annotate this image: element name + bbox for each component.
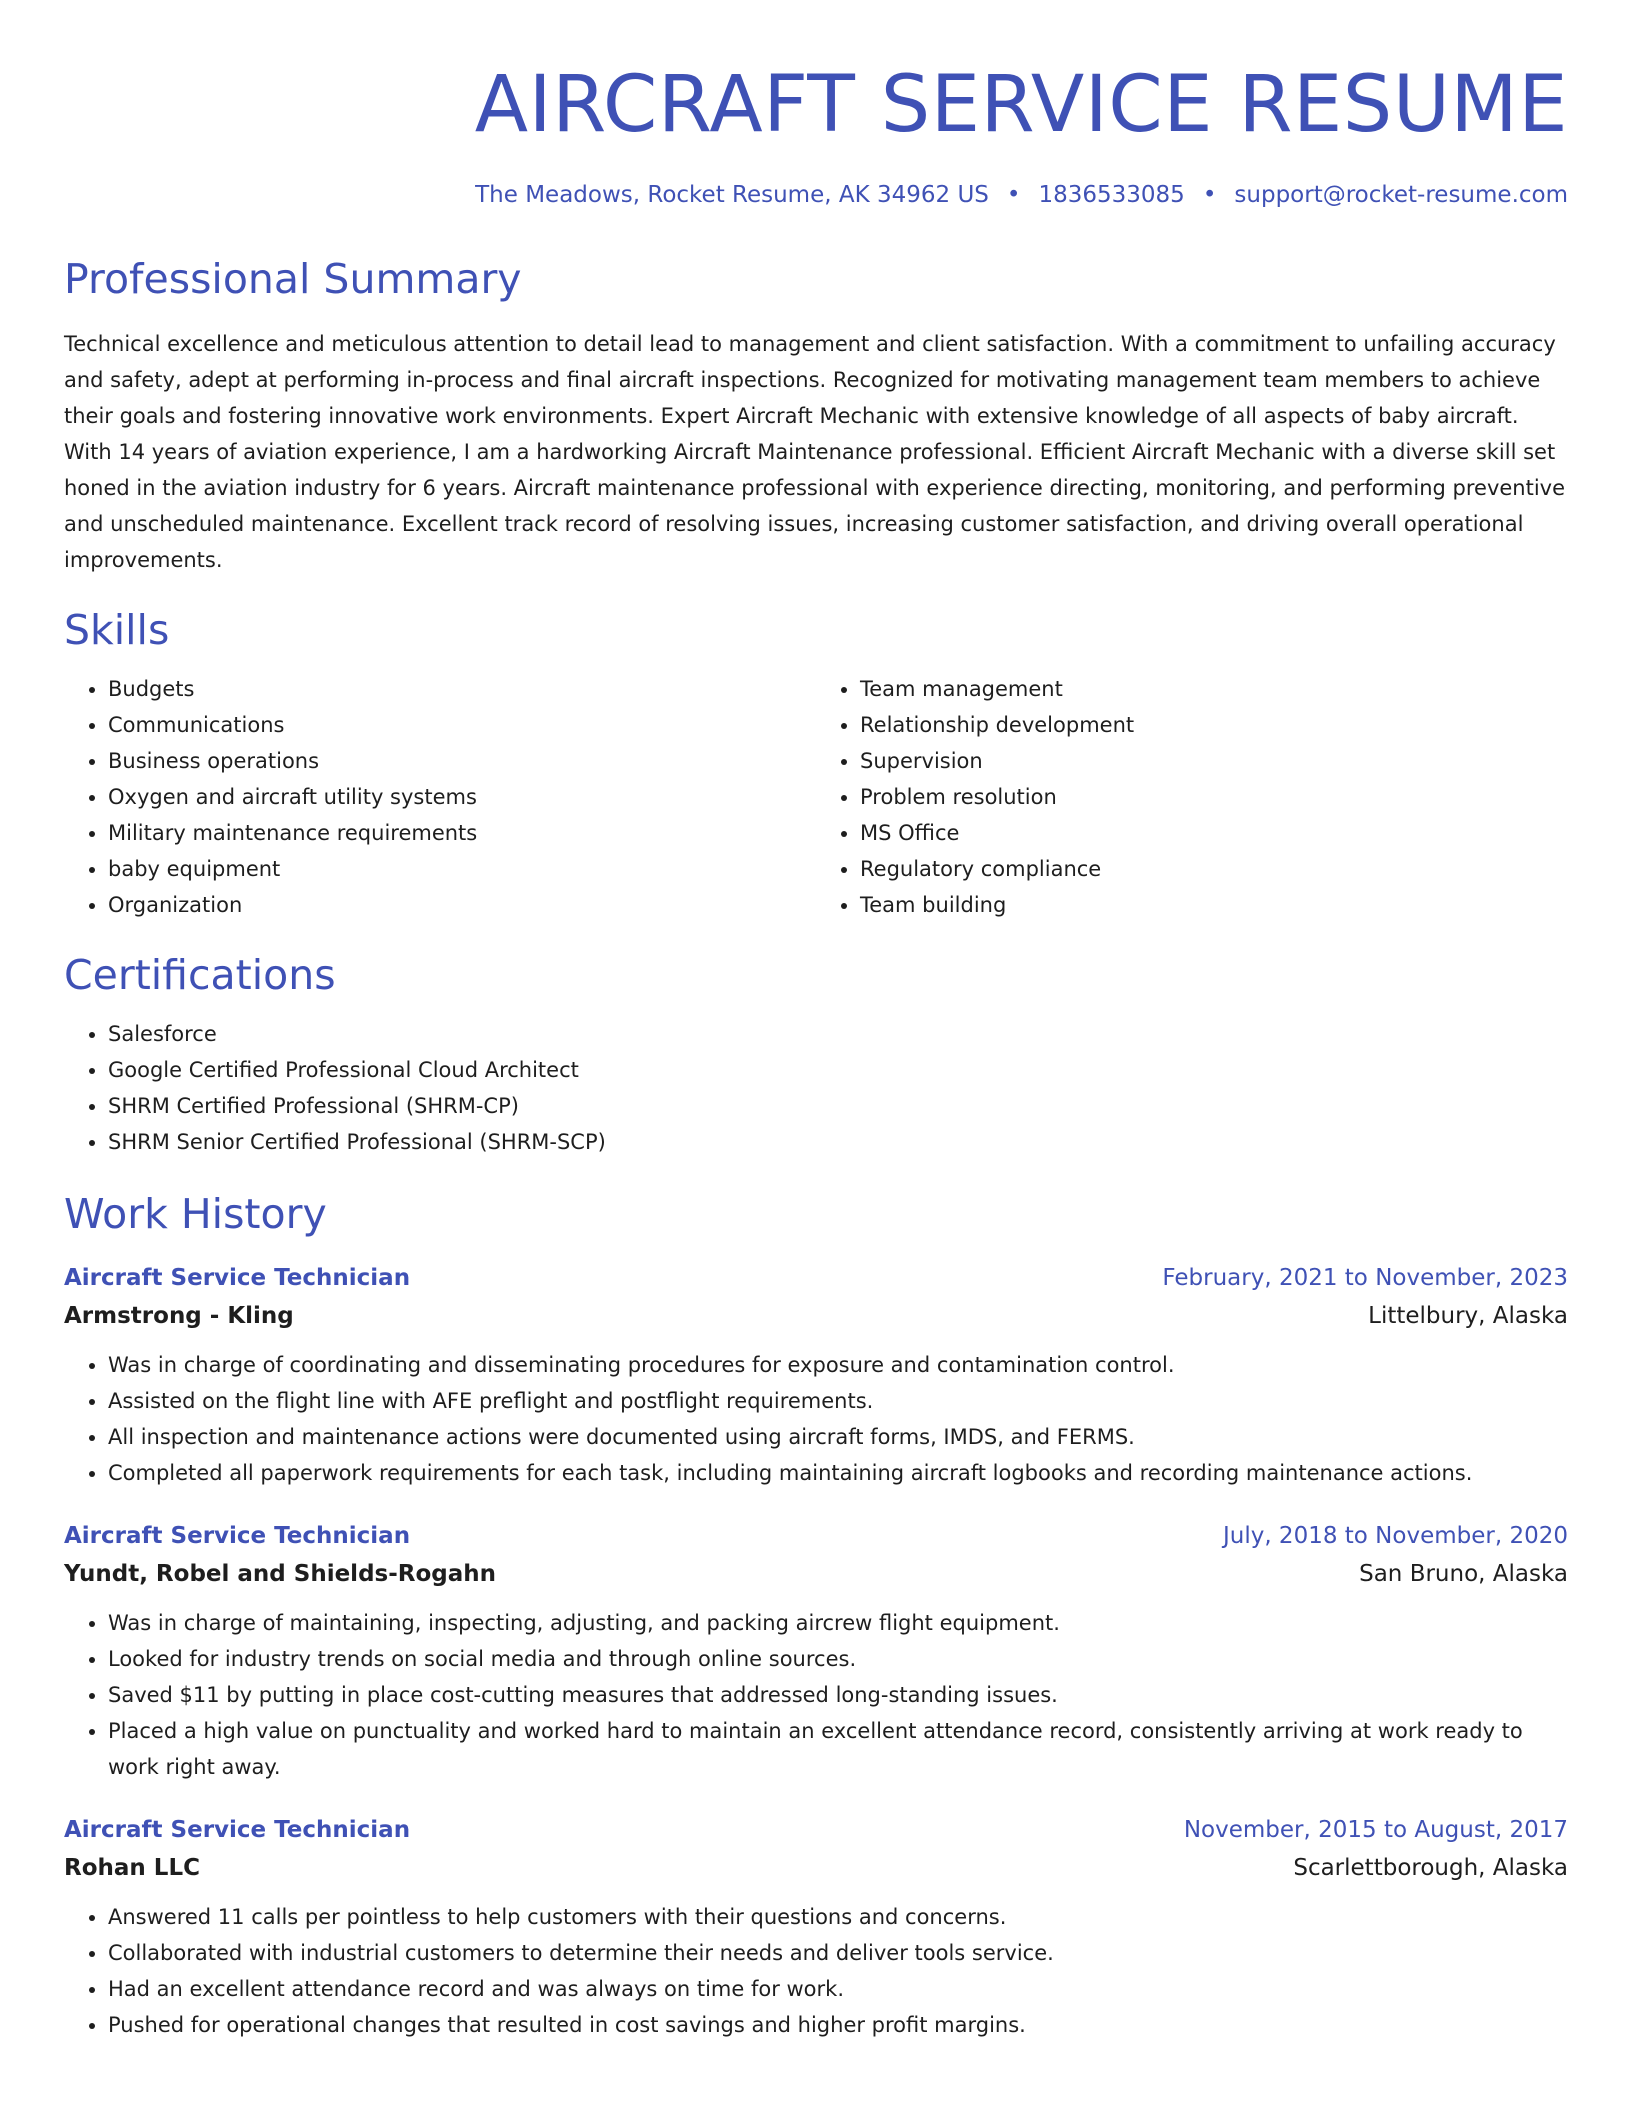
certification-item: • SHRM Senior Certified Professional (SHRM-SCP): [108, 1124, 1568, 1160]
job-bullet: • Pushed for operational changes that resulted in cost savings and higher profit margins.: [108, 2007, 1568, 2043]
job-entry: [64, 1811, 1568, 2043]
skill-item: • Oxygen and aircraft utility systems: [108, 779, 816, 815]
job-bullet: • Was in charge of coordinating and disseminating procedures for exposure and contamination control.: [108, 1347, 1568, 1383]
skills-column-right: [816, 671, 1568, 923]
job-location: Scarlettborough, Alaska: [1293, 1855, 1568, 1881]
contact-address: The Meadows, Rocket Resume, AK 34962 US: [475, 182, 989, 208]
job-title: Aircraft Service Technician: [64, 1523, 411, 1549]
job-title: Aircraft Service Technician: [64, 1265, 411, 1291]
job-company: Armstrong - Kling: [64, 1303, 294, 1329]
contact-separator: •: [1006, 182, 1021, 208]
certification-item: • Google Certified Professional Cloud Architect: [108, 1052, 1568, 1088]
job-title: Aircraft Service Technician: [64, 1817, 411, 1843]
skill-item: • Team management: [860, 671, 1568, 707]
job-bullets: [64, 1347, 1568, 1491]
job-dates: July, 2018 to November, 2020: [1222, 1523, 1568, 1549]
job-dates: November, 2015 to August, 2017: [1183, 1817, 1568, 1843]
skill-item: • Organization: [108, 887, 816, 923]
job-location: Littelbury, Alaska: [1368, 1303, 1568, 1329]
certifications-heading: Certifications: [64, 951, 336, 999]
certification-item: • Salesforce: [108, 1016, 1568, 1052]
job-bullets: [64, 1605, 1568, 1785]
skill-item: • Business operations: [108, 743, 816, 779]
job-bullet: • Saved $11 by putting in place cost-cutting measures that addressed long-standing issues.: [108, 1677, 1568, 1713]
skill-item: • Relationship development: [860, 707, 1568, 743]
skills-column-left: [64, 671, 816, 923]
certification-item: • SHRM Certified Professional (SHRM-CP): [108, 1088, 1568, 1124]
job-bullet: • All inspection and maintenance actions were documented using aircraft forms, IMDS, and FERMS.: [108, 1419, 1568, 1455]
skill-item: • Regulatory compliance: [860, 851, 1568, 887]
job-company: Yundt, Robel and Shields-Rogahn: [64, 1561, 497, 1587]
job-dates: February, 2021 to November, 2023: [1162, 1265, 1568, 1291]
job-bullet: • Placed a high value on punctuality and worked hard to maintain an excellent attendance record, consistently arriving at work ready to work right away.: [108, 1713, 1568, 1785]
job-bullet: • Assisted on the flight line with AFE preflight and postflight requirements.: [108, 1383, 1568, 1419]
job-entry: [64, 1517, 1568, 1785]
job-bullets: [64, 1899, 1568, 2043]
job-company: Rohan LLC: [64, 1855, 200, 1881]
skill-item: • Communications: [108, 707, 816, 743]
skill-item: • MS Office: [860, 815, 1568, 851]
contact-line: [64, 184, 1568, 207]
skills-list: [64, 671, 1568, 923]
summary-text: Technical excellence and meticulous attention to detail lead to management and client satisfaction. With a commitment to unfailing accuracy and safety, adept at performing in-process and final aircraft inspections. Recognized for motivating management team members to achieve their goals and fostering innovative work environments. Expert Aircraft Mechanic with extensive knowledge of all aspects of baby aircraft. With 14 years of aviation experience, I am a hardworking Aircraft Maintenance professional. Efficient Aircraft Mechanic with a diverse skill set honed in the aviation industry for 6 years. Aircraft maintenance professional with experience directing, monitoring, and performing preventive and unscheduled maintenance. Excellent track record of resolving issues, increasing customer satisfaction, and driving overall operational improvements.: [64, 332, 1566, 572]
skill-item: • Budgets: [108, 671, 816, 707]
skill-item: • Military maintenance requirements: [108, 815, 816, 851]
job-bullet: • Looked for industry trends on social media and through online sources.: [108, 1641, 1568, 1677]
job-bullet: • Answered 11 calls per pointless to help customers with their questions and concerns.: [108, 1899, 1568, 1935]
job-location: San Bruno, Alaska: [1359, 1561, 1568, 1587]
resume-name: AIRCRAFT SERVICE RESUME: [474, 60, 1568, 150]
skill-item: • Supervision: [860, 743, 1568, 779]
job-bullet: • Collaborated with industrial customers to determine their needs and deliver tools service.: [108, 1935, 1568, 1971]
work-history-heading: Work History: [64, 1190, 327, 1238]
contact-email[interactable]: support@rocket-resume.com: [1234, 182, 1568, 208]
certifications-list: [64, 1016, 1568, 1160]
skills-heading: Skills: [64, 606, 170, 654]
job-bullet: • Had an excellent attendance record and was always on time for work.: [108, 1971, 1568, 2007]
job-entry: [64, 1259, 1568, 1491]
contact-phone[interactable]: 1836533085: [1038, 182, 1185, 208]
contact-separator: •: [1202, 182, 1217, 208]
skill-item: • baby equipment: [108, 851, 816, 887]
job-bullet: • Was in charge of maintaining, inspecting, adjusting, and packing aircrew flight equipment.: [108, 1605, 1568, 1641]
skill-item: • Problem resolution: [860, 779, 1568, 815]
skill-item: • Team building: [860, 887, 1568, 923]
summary-heading: Professional Summary: [64, 255, 522, 303]
job-bullet: • Completed all paperwork requirements for each task, including maintaining aircraft logbooks and recording maintenance actions.: [108, 1455, 1568, 1491]
